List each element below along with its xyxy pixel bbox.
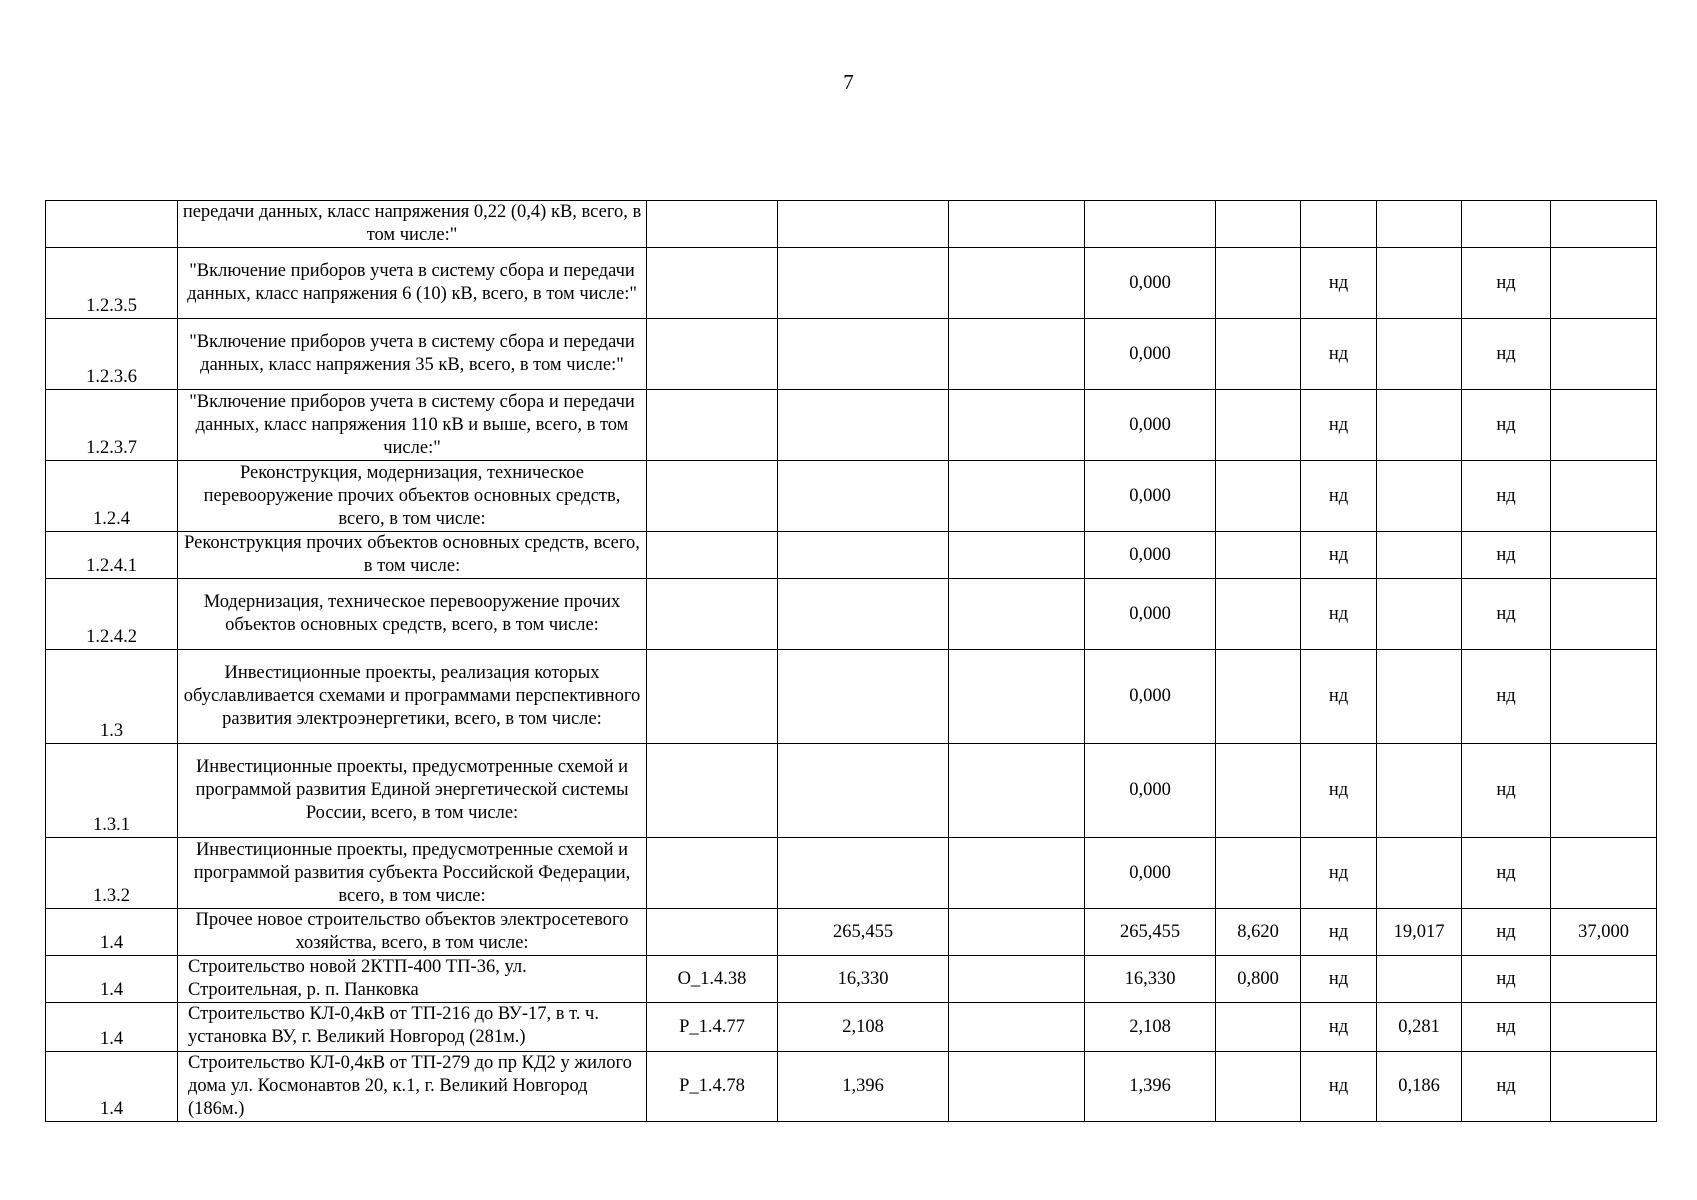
cell-v6 <box>1377 650 1462 744</box>
cell-v5: нд <box>1301 650 1377 744</box>
investment-table <box>45 200 1657 1122</box>
cell-v2 <box>949 956 1085 1003</box>
cell-v4 <box>1216 579 1301 650</box>
row-number-cell: 1.2.3.7 <box>46 390 178 461</box>
cell-v5: нд <box>1301 532 1377 579</box>
row-name-cell: "Включение приборов учета в систему сбора и передачи данных, класс напряжения 110 кВ и выше, всего, в том числе:" <box>178 390 647 461</box>
cell-v5: нд <box>1301 248 1377 319</box>
cell-v2 <box>949 390 1085 461</box>
cell-v8 <box>1551 1052 1657 1122</box>
table-row <box>46 248 1657 319</box>
cell-v2 <box>949 1003 1085 1052</box>
cell-v3: 1,396 <box>1085 1052 1216 1122</box>
table-row <box>46 1003 1657 1052</box>
row-number-cell: 1.4 <box>46 956 178 1003</box>
row-name-cell: Реконструкция, модернизация, техническое перевооружение прочих объектов основных средств, всего, в том числе: <box>178 461 647 532</box>
row-number-cell: 1.4 <box>46 1003 178 1052</box>
cell-v1 <box>778 744 949 838</box>
cell-v8 <box>1551 1003 1657 1052</box>
row-number-cell: 1.4 <box>46 909 178 956</box>
row-name-cell: Строительство КЛ-0,4кВ от ТП-279 до пр КД2 у жилого дома ул. Космонавтов 20, к.1, г. Великий Новгород (186м.) <box>178 1052 647 1122</box>
cell-v2 <box>949 744 1085 838</box>
cell-v7: нд <box>1462 461 1551 532</box>
table-row <box>46 201 1657 248</box>
cell-v7: нд <box>1462 1003 1551 1052</box>
cell-v4: 8,620 <box>1216 909 1301 956</box>
cell-v4 <box>1216 744 1301 838</box>
cell-v4 <box>1216 461 1301 532</box>
table-row <box>46 319 1657 390</box>
row-number-cell: 1.2.4 <box>46 461 178 532</box>
cell-v3: 2,108 <box>1085 1003 1216 1052</box>
row-name-cell: "Включение приборов учета в систему сбора и передачи данных, класс напряжения 6 (10) кВ, всего, в том числе:" <box>178 248 647 319</box>
cell-code <box>647 532 778 579</box>
cell-v4 <box>1216 650 1301 744</box>
cell-v3: 265,455 <box>1085 909 1216 956</box>
cell-v8 <box>1551 579 1657 650</box>
cell-v6: 19,017 <box>1377 909 1462 956</box>
row-number-cell: 1.2.3.6 <box>46 319 178 390</box>
cell-code <box>647 248 778 319</box>
cell-v3: 0,000 <box>1085 390 1216 461</box>
cell-v5 <box>1301 201 1377 248</box>
cell-v8 <box>1551 201 1657 248</box>
page-number: 7 <box>843 70 854 94</box>
cell-v8 <box>1551 390 1657 461</box>
table-row <box>46 390 1657 461</box>
cell-v8 <box>1551 461 1657 532</box>
cell-v2 <box>949 248 1085 319</box>
row-name-cell: Инвестиционные проекты, предусмотренные схемой и программой развития Единой энергетической системы России, всего, в том числе: <box>178 744 647 838</box>
cell-code <box>647 909 778 956</box>
cell-code: Р_1.4.78 <box>647 1052 778 1122</box>
cell-v5: нд <box>1301 390 1377 461</box>
row-number-cell: 1.2.4.2 <box>46 579 178 650</box>
cell-v2 <box>949 319 1085 390</box>
cell-v5: нд <box>1301 319 1377 390</box>
cell-v3 <box>1085 201 1216 248</box>
cell-v7: нд <box>1462 248 1551 319</box>
cell-v2 <box>949 1052 1085 1122</box>
cell-v6 <box>1377 579 1462 650</box>
cell-v6 <box>1377 201 1462 248</box>
table-row <box>46 909 1657 956</box>
cell-v4 <box>1216 248 1301 319</box>
cell-v1 <box>778 461 949 532</box>
cell-v6 <box>1377 956 1462 1003</box>
row-name-cell: Строительство новой 2КТП-400 ТП-36, ул. Строительная, р. п. Панковка <box>178 956 647 1003</box>
cell-v4 <box>1216 532 1301 579</box>
cell-v4 <box>1216 1052 1301 1122</box>
cell-v6 <box>1377 461 1462 532</box>
row-number-cell: 1.3.2 <box>46 838 178 909</box>
row-name-cell: Инвестиционные проекты, реализация которых обуславливается схемами и программами перспективного развития электроэнергетики, всего, в том числе: <box>178 650 647 744</box>
table-row <box>46 956 1657 1003</box>
table-row <box>46 532 1657 579</box>
cell-v1: 16,330 <box>778 956 949 1003</box>
cell-v7: нд <box>1462 956 1551 1003</box>
cell-v4 <box>1216 319 1301 390</box>
cell-v7: нд <box>1462 319 1551 390</box>
cell-v8 <box>1551 248 1657 319</box>
cell-code <box>647 838 778 909</box>
cell-code <box>647 579 778 650</box>
cell-v7: нд <box>1462 390 1551 461</box>
row-number-cell: 1.2.4.1 <box>46 532 178 579</box>
cell-v3: 0,000 <box>1085 744 1216 838</box>
cell-v2 <box>949 461 1085 532</box>
cell-v1 <box>778 248 949 319</box>
cell-v8 <box>1551 956 1657 1003</box>
cell-v6 <box>1377 390 1462 461</box>
cell-v8 <box>1551 650 1657 744</box>
cell-v5: нд <box>1301 838 1377 909</box>
cell-v8 <box>1551 744 1657 838</box>
cell-v4 <box>1216 390 1301 461</box>
cell-v7: нд <box>1462 650 1551 744</box>
cell-v2 <box>949 532 1085 579</box>
cell-code <box>647 461 778 532</box>
table-row <box>46 579 1657 650</box>
cell-v1 <box>778 650 949 744</box>
cell-v5: нд <box>1301 1052 1377 1122</box>
cell-v5: нд <box>1301 579 1377 650</box>
cell-v1 <box>778 579 949 650</box>
cell-v6 <box>1377 532 1462 579</box>
cell-v1: 2,108 <box>778 1003 949 1052</box>
cell-v6: 0,186 <box>1377 1052 1462 1122</box>
cell-v5: нд <box>1301 744 1377 838</box>
cell-v4 <box>1216 1003 1301 1052</box>
cell-v4 <box>1216 838 1301 909</box>
cell-v7: нд <box>1462 532 1551 579</box>
cell-v7 <box>1462 201 1551 248</box>
cell-code: О_1.4.38 <box>647 956 778 1003</box>
row-name-cell: Инвестиционные проекты, предусмотренные схемой и программой развития субъекта Российской Федерации, всего, в том числе: <box>178 838 647 909</box>
cell-v3: 0,000 <box>1085 461 1216 532</box>
cell-v3: 16,330 <box>1085 956 1216 1003</box>
row-number-cell: 1.3 <box>46 650 178 744</box>
row-name-cell: передачи данных, класс напряжения 0,22 (0,4) кВ, всего, в том числе:" <box>178 201 647 248</box>
cell-v3: 0,000 <box>1085 838 1216 909</box>
row-name-cell: Модернизация, техническое перевооружение прочих объектов основных средств, всего, в том числе: <box>178 579 647 650</box>
cell-v5: нд <box>1301 956 1377 1003</box>
cell-v5: нд <box>1301 461 1377 532</box>
cell-v1: 1,396 <box>778 1052 949 1122</box>
row-number-cell: 1.4 <box>46 1052 178 1122</box>
cell-v2 <box>949 201 1085 248</box>
cell-v6: 0,281 <box>1377 1003 1462 1052</box>
cell-v7: нд <box>1462 1052 1551 1122</box>
cell-v8: 37,000 <box>1551 909 1657 956</box>
cell-v7: нд <box>1462 579 1551 650</box>
cell-v3: 0,000 <box>1085 248 1216 319</box>
row-name-cell: Строительство КЛ-0,4кВ от ТП-216 до ВУ-17, в т. ч. установка ВУ, г. Великий Новгород (281м.) <box>178 1003 647 1052</box>
cell-v4 <box>1216 201 1301 248</box>
cell-v6 <box>1377 744 1462 838</box>
row-name-cell: Реконструкция прочих объектов основных средств, всего, в том числе: <box>178 532 647 579</box>
cell-v8 <box>1551 532 1657 579</box>
table-row <box>46 650 1657 744</box>
cell-v3: 0,000 <box>1085 532 1216 579</box>
cell-code <box>647 201 778 248</box>
table-row <box>46 744 1657 838</box>
row-number-cell <box>46 201 178 248</box>
cell-v3: 0,000 <box>1085 319 1216 390</box>
cell-v7: нд <box>1462 744 1551 838</box>
cell-v1 <box>778 201 949 248</box>
cell-v1 <box>778 390 949 461</box>
table-row <box>46 461 1657 532</box>
cell-v5: нд <box>1301 909 1377 956</box>
row-number-cell: 1.2.3.5 <box>46 248 178 319</box>
cell-code: Р_1.4.77 <box>647 1003 778 1052</box>
cell-v5: нд <box>1301 1003 1377 1052</box>
cell-v2 <box>949 650 1085 744</box>
table-row <box>46 838 1657 909</box>
row-name-cell: "Включение приборов учета в систему сбора и передачи данных, класс напряжения 35 кВ, всего, в том числе:" <box>178 319 647 390</box>
cell-v2 <box>949 579 1085 650</box>
cell-v7: нд <box>1462 838 1551 909</box>
cell-v1 <box>778 838 949 909</box>
cell-v3: 0,000 <box>1085 579 1216 650</box>
cell-code <box>647 390 778 461</box>
cell-code <box>647 744 778 838</box>
cell-v8 <box>1551 319 1657 390</box>
cell-code <box>647 650 778 744</box>
cell-v3: 0,000 <box>1085 650 1216 744</box>
cell-v1: 265,455 <box>778 909 949 956</box>
cell-code <box>647 319 778 390</box>
cell-v6 <box>1377 838 1462 909</box>
cell-v8 <box>1551 838 1657 909</box>
cell-v1 <box>778 319 949 390</box>
cell-v7: нд <box>1462 909 1551 956</box>
cell-v4: 0,800 <box>1216 956 1301 1003</box>
cell-v2 <box>949 838 1085 909</box>
cell-v2 <box>949 909 1085 956</box>
row-number-cell: 1.3.1 <box>46 744 178 838</box>
cell-v6 <box>1377 319 1462 390</box>
table-row <box>46 1052 1657 1122</box>
row-name-cell: Прочее новое строительство объектов электросетевого хозяйства, всего, в том числе: <box>178 909 647 956</box>
cell-v6 <box>1377 248 1462 319</box>
cell-v1 <box>778 532 949 579</box>
